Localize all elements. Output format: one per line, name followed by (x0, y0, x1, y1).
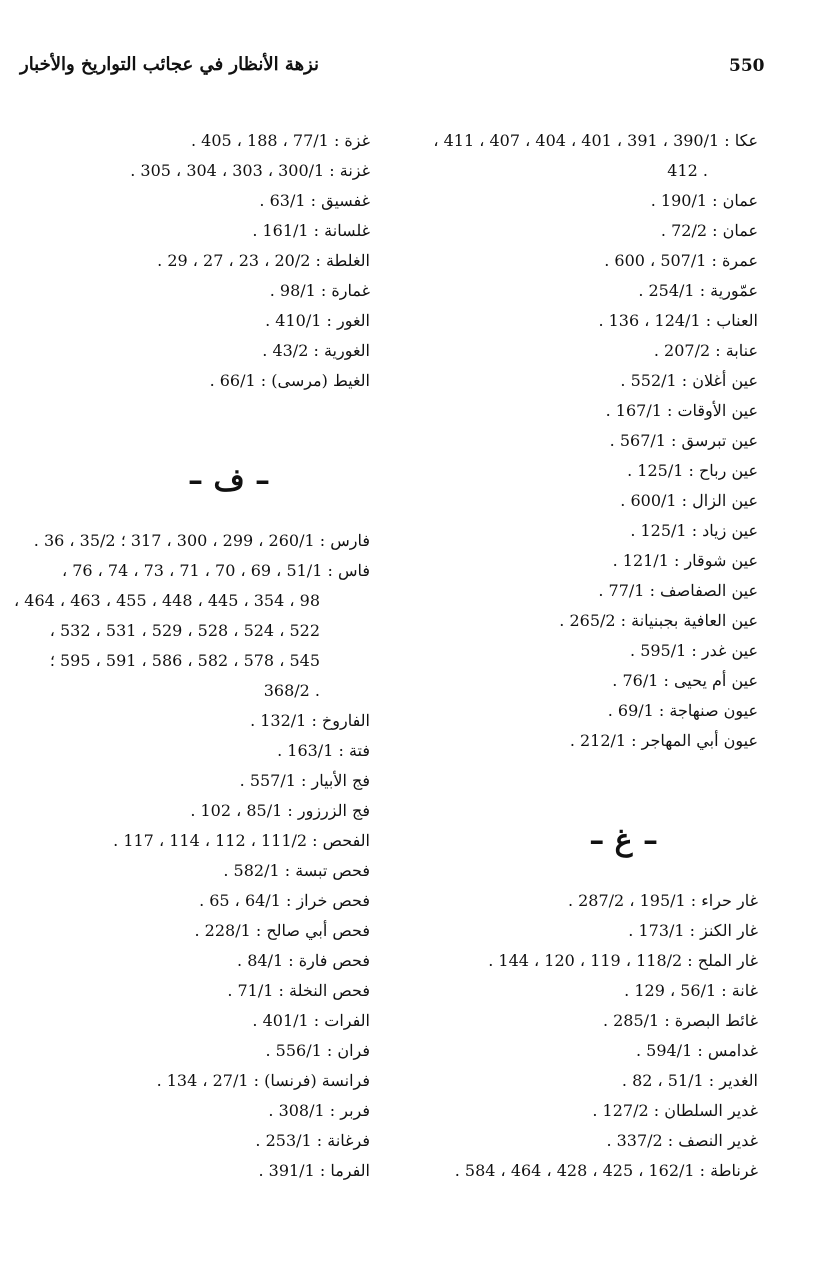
index-column-left (10, 126, 370, 1186)
index-entry: فحص خراز : 64/1 ، 65 . (199, 891, 370, 910)
index-entry: فران : 556/1 . (265, 1041, 370, 1060)
index-entry: فتة : 163/1 . (277, 741, 370, 760)
index-entry: غدامس : 594/1 . (635, 1041, 758, 1060)
index-entry: عين أغلان : 552/1 . (620, 371, 758, 390)
index-entry: العناب : 124/1 ، 136 . (598, 311, 758, 330)
index-entry: عمان : 190/1 . (650, 191, 758, 210)
index-entry: فرانسة (فرنسا) : 27/1 ، 134 . (156, 1071, 370, 1090)
index-entry: غزة : 77/1 ، 188 ، 405 . (190, 131, 370, 150)
index-entry: غفسيق : 63/1 . (259, 191, 370, 210)
index-entry-continuation: 522 ، 524 ، 528 ، 529 ، 531 ، 532 ، (49, 621, 320, 640)
index-entry: غرناطة : 162/1 ، 425 ، 428 ، 464 ، 584 . (454, 1161, 758, 1180)
index-entry: الغدير : 51/1 ، 82 . (621, 1071, 758, 1090)
index-entry: غائط البصرة : 285/1 . (602, 1011, 758, 1030)
index-entry: عين الزال : 600/1 . (620, 491, 758, 510)
index-entry: فاس : 51/1 ، 69 ، 70 ، 71 ، 73 ، 74 ، 76 ، (61, 561, 370, 580)
index-entry: عين الصفاصف : 77/1 . (598, 581, 758, 600)
index-entry: عيون صنهاجة : 69/1 . (607, 701, 758, 720)
index-entry: عين تبرسق : 567/1 . (609, 431, 758, 450)
index-entry: غزنة : 300/1 ، 303 ، 304 ، 305 . (130, 161, 370, 180)
section-heading-ghain: – غ – (589, 823, 658, 858)
index-column-right (398, 126, 758, 1186)
index-entry: فربر : 308/1 . (268, 1101, 370, 1120)
index-entry: عمرة : 507/1 ، 600 . (604, 251, 758, 270)
index-entry: عيون أبي المهاجر : 212/1 . (569, 731, 758, 750)
index-entry: فرغانة : 253/1 . (255, 1131, 370, 1150)
index-entry: فحص أبي صالح : 228/1 . (194, 921, 370, 940)
index-entry-continuation: . 368/2 (263, 681, 320, 700)
index-entry: الغورية : 43/2 . (262, 341, 370, 360)
index-entry-continuation: 98 ، 354 ، 445 ، 448 ، 455 ، 463 ، 464 ، (14, 591, 320, 610)
index-entry: الفرما : 391/1 . (258, 1161, 370, 1180)
index-entry: فج الأبيار : 557/1 . (239, 771, 370, 790)
index-entry: عين الأوقات : 167/1 . (605, 401, 758, 420)
index-entry: الغور : 410/1 . (265, 311, 370, 330)
index-entry: فحص النخلة : 71/1 . (227, 981, 370, 1000)
index-entry: غانة : 56/1 ، 129 . (624, 981, 758, 1000)
index-entry: الفرات : 401/1 . (252, 1011, 370, 1030)
index-entry: فحص فارة : 84/1 . (237, 951, 370, 970)
index-entry: غار الملح : 118/2 ، 119 ، 120 ، 144 . (488, 951, 758, 970)
index-entry: فحص تبسة : 582/1 . (223, 861, 370, 880)
index-entry: عنابة : 207/2 . (653, 341, 758, 360)
index-entry: عمان : 72/2 . (660, 221, 758, 240)
index-entry: فج الزرزور : 85/1 ، 102 . (190, 801, 370, 820)
index-entry-continuation: . 412 (667, 161, 708, 180)
index-entry: عين شوقار : 121/1 . (612, 551, 758, 570)
index-entry: الفحص : 111/2 ، 112 ، 114 ، 117 . (113, 831, 370, 850)
section-heading-fa: – ف – (188, 463, 270, 498)
index-entry: عين غدر : 595/1 . (630, 641, 758, 660)
index-entry: عين زياد : 125/1 . (630, 521, 758, 540)
index-entry: عين أم يحيى : 76/1 . (612, 671, 758, 690)
running-title: نزهة الأنظار في عجائب التواريخ والأخبار (20, 54, 320, 75)
index-entry: عين رباح : 125/1 . (627, 461, 758, 480)
page-number: 550 (729, 56, 765, 76)
index-entry: عكا : 390/1 ، 391 ، 401 ، 404 ، 407 ، 411 ، (433, 131, 758, 150)
index-entry: غمارة : 98/1 . (269, 281, 370, 300)
index-entry: الفاروخ : 132/1 . (250, 711, 370, 730)
index-entry: عين العافية بجبنيانة : 265/2 . (559, 611, 758, 630)
index-entry: فارس : 260/1 ، 299 ، 300 ، 317 ؛ 35/2 ، 36 . (33, 531, 370, 550)
index-entry: غار الكنز : 173/1 . (628, 921, 758, 940)
index-entry: الغيط (مرسى) : 66/1 . (209, 371, 370, 390)
index-entry-continuation: 545 ، 578 ، 582 ، 586 ، 591 ، 595 ؛ (49, 651, 320, 670)
index-entry: عمّورية : 254/1 . (638, 281, 758, 300)
index-entry: غدير النصف : 337/2 . (606, 1131, 758, 1150)
index-entry: الغلطة : 20/2 ، 23 ، 27 ، 29 . (157, 251, 370, 270)
index-entry: غلسانة : 161/1 . (252, 221, 370, 240)
index-entry: غار حراء : 195/1 ، 287/2 . (567, 891, 758, 910)
index-entry: غدير السلطان : 127/2 . (592, 1101, 758, 1120)
